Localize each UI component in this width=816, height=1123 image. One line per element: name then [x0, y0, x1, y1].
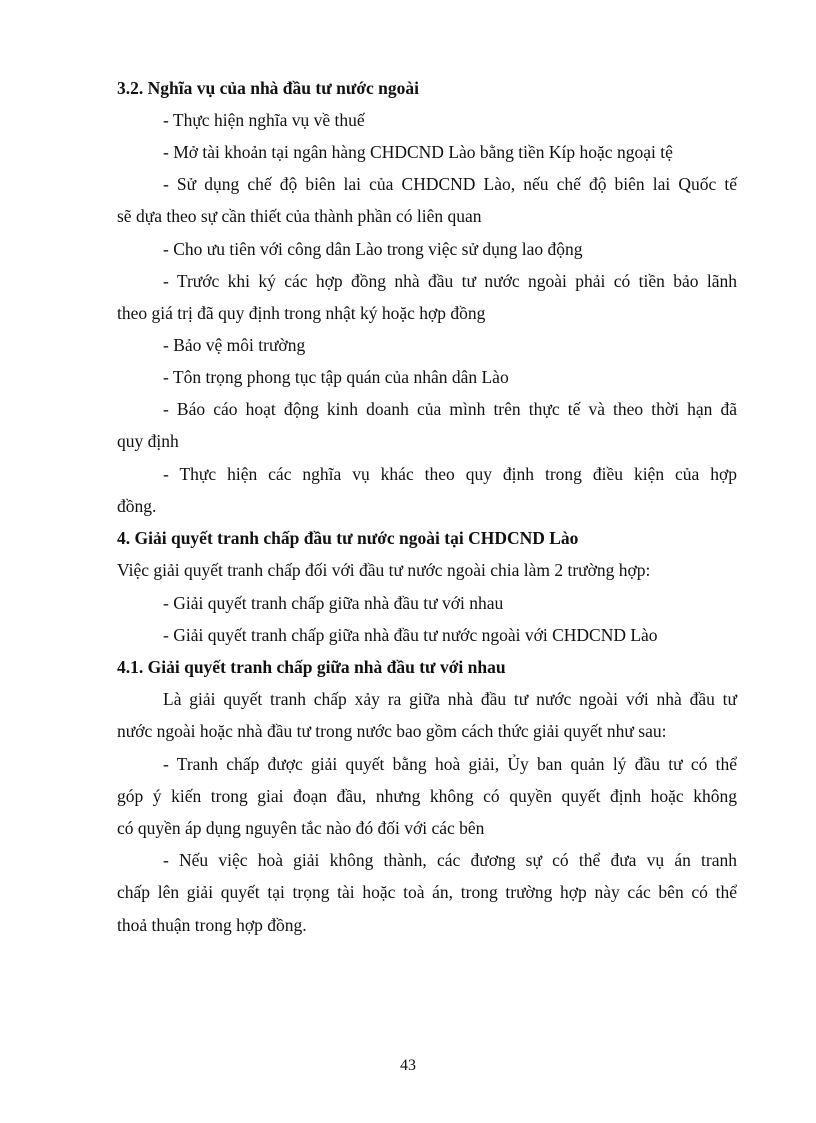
paragraph-line: thoả thuận trong hợp đồng.	[117, 915, 307, 935]
paragraph-line: - Cho ưu tiên với công dân Lào trong việc sử dụng lao động	[163, 239, 583, 259]
section-heading-3-2: 3.2. Nghĩa vụ của nhà đầu tư nước ngoài	[117, 78, 420, 98]
paragraph-line: - Sử dụng chế độ biên lai của CHDCND Lào, nếu chế độ biên lai Quốc tế	[163, 174, 737, 194]
paragraph-line: - Thực hiện các nghĩa vụ khác theo quy định trong điều kiện của hợp	[163, 464, 737, 484]
paragraph-line: theo giá trị đã quy định trong nhật ký hoặc hợp đồng	[117, 303, 486, 323]
paragraph-line: - Bảo vệ môi trường	[163, 335, 306, 355]
paragraph-line: - Tranh chấp được giải quyết bằng hoà giải, Ủy ban quản lý đầu tư có thể	[163, 754, 737, 774]
paragraph-line: - Tôn trọng phong tục tập quán của nhân dân Lào	[163, 367, 509, 387]
paragraph-line: - Nếu việc hoà giải không thành, các đương sự có thể đưa vụ án tranh	[163, 850, 737, 870]
paragraph-line: - Trước khi ký các hợp đồng nhà đầu tư nước ngoài phải có tiền bảo lãnh	[163, 271, 737, 291]
paragraph-line: - Giải quyết tranh chấp giữa nhà đầu tư nước ngoài với CHDCND Lào	[163, 625, 658, 645]
paragraph-line: - Mở tài khoản tại ngân hàng CHDCND Lào bằng tiền Kíp hoặc ngoại tệ	[163, 142, 673, 162]
section-heading-4-1: 4.1. Giải quyết tranh chấp giữa nhà đầu tư với nhau	[117, 657, 506, 677]
paragraph-line: đồng.	[117, 496, 157, 516]
paragraph-line: sẽ dựa theo sự cần thiết của thành phần có liên quan	[117, 206, 482, 226]
paragraph-line: có quyền áp dụng nguyên tắc nào đó đối với các bên	[117, 818, 485, 838]
paragraph-line: Là giải quyết tranh chấp xảy ra giữa nhà đầu tư nước ngoài với nhà đầu tư	[163, 689, 737, 709]
paragraph-line: nước ngoài hoặc nhà đầu tư trong nước bao gồm cách thức giải quyết như sau:	[117, 721, 667, 741]
paragraph-line: quy định	[117, 431, 179, 451]
paragraph-line: chấp lên giải quyết tại trọng tài hoặc toà án, trong trường hợp này các bên có thể	[117, 882, 737, 902]
paragraph-line: - Giải quyết tranh chấp giữa nhà đầu tư với nhau	[163, 593, 504, 613]
paragraph-line: Việc giải quyết tranh chấp đối với đầu tư nước ngoài chia làm 2 trường hợp:	[117, 560, 651, 580]
section-heading-4: 4. Giải quyết tranh chấp đầu tư nước ngoài tại CHDCND Lào	[117, 528, 579, 548]
paragraph-line: góp ý kiến trong giai đoạn đầu, nhưng không có quyền quyết định hoặc không	[117, 786, 737, 806]
paragraph-line: - Thực hiện nghĩa vụ về thuế	[163, 110, 365, 130]
paragraph-line: - Báo cáo hoạt động kinh doanh của mình trên thực tế và theo thời hạn đã	[163, 399, 737, 419]
page-number: 43	[400, 1057, 416, 1074]
